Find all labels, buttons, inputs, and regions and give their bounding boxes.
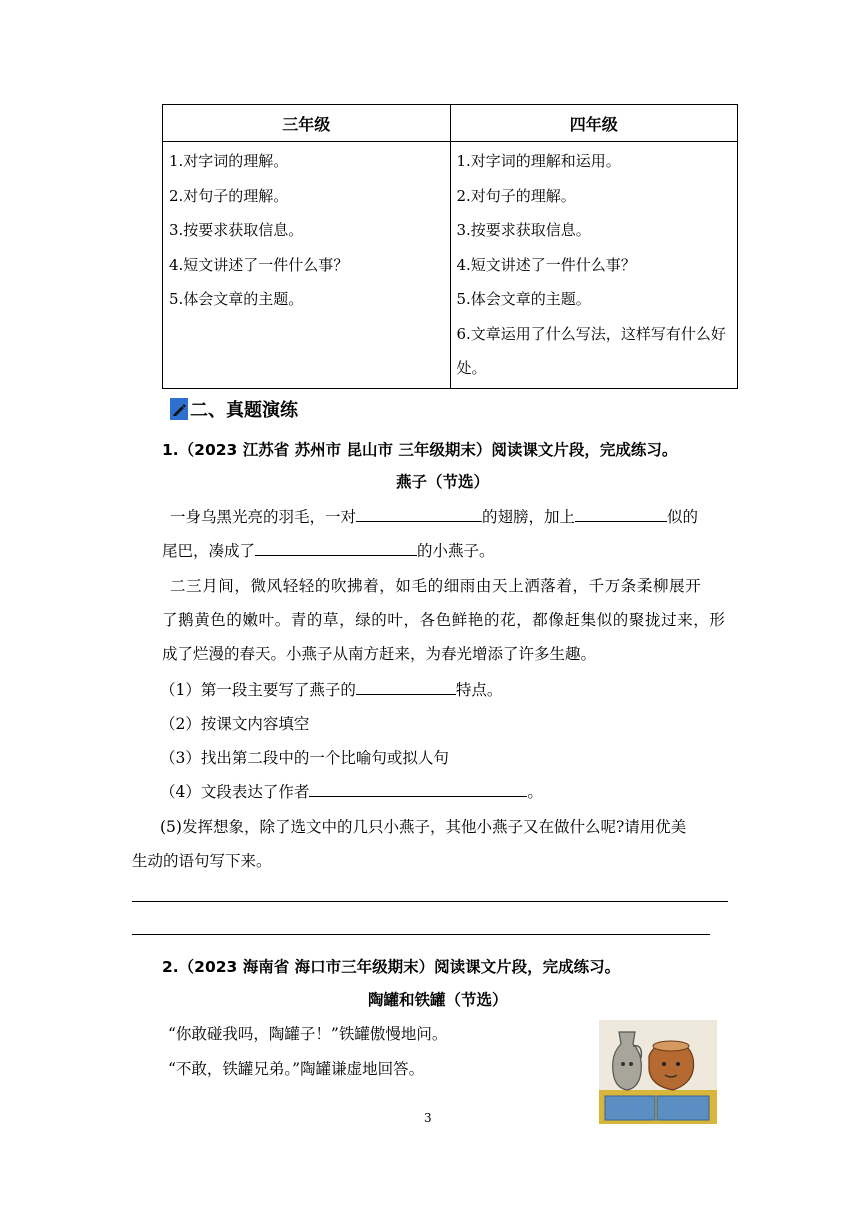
text: （1）第一段主要写了燕子的 bbox=[160, 681, 356, 699]
text: （4）文段表达了作者 bbox=[160, 783, 310, 801]
text: 特点。 bbox=[455, 681, 503, 699]
header-grade3: 三年级 bbox=[163, 105, 451, 142]
pen-icon bbox=[170, 398, 188, 420]
section-title-text: 二、真题演练 bbox=[190, 400, 298, 421]
q1-sub2: （2）按课文内容填空 bbox=[160, 715, 310, 733]
grade4-item: 6.文章运用了什么写法，这样写有什么好处。 bbox=[456, 324, 726, 377]
q2-line2: “不敢，铁罐兄弟。”陶罐谦虚地回答。 bbox=[168, 1060, 425, 1078]
grade3-item: 2.对句子的理解。 bbox=[169, 186, 289, 205]
grade4-item: 4.短文讲述了一件什么事？ bbox=[456, 255, 636, 274]
q1-heading: 1.（2023 江苏省 苏州市 昆山市 三年级期末）阅读课文片段，完成练习。 bbox=[162, 441, 678, 459]
text: 尾巴，凑成了 bbox=[162, 542, 256, 560]
answer-line[interactable] bbox=[132, 934, 710, 935]
fill-blank[interactable] bbox=[356, 678, 456, 695]
grade4-item: 5.体会文章的主题。 bbox=[456, 290, 591, 308]
q1-passage-title: 燕子（节选） bbox=[396, 473, 490, 491]
comparison-table bbox=[162, 104, 738, 389]
fill-blank[interactable] bbox=[255, 539, 417, 556]
text: 的翅膀，加上 bbox=[482, 508, 576, 526]
q1-sub3: （3）找出第二段中的一个比喻句或拟人句 bbox=[160, 749, 449, 767]
q2-heading: 2.（2023 海南省 海口市三年级期末）阅读课文片段，完成练习。 bbox=[162, 958, 621, 976]
grade3-item: 3.按要求获取信息。 bbox=[169, 221, 304, 239]
fill-blank[interactable] bbox=[309, 780, 527, 797]
answer-line[interactable] bbox=[132, 901, 728, 902]
q2-passage-title: 陶罐和铁罐（节选） bbox=[368, 991, 508, 1009]
text: 一身乌黑光亮的羽毛，一对 bbox=[170, 508, 357, 526]
grade3-item: 5.体会文章的主题。 bbox=[169, 290, 304, 308]
page-number: 3 bbox=[424, 1111, 432, 1125]
text: 似的 bbox=[667, 508, 699, 526]
text: 。 bbox=[527, 783, 543, 801]
q1-paragraph2-line2: 了鹅黄色的嫩叶。青的草，绿的叶，各色鲜艳的花，都像赶集似的聚拢过来，形 bbox=[162, 611, 726, 629]
grade3-cell bbox=[163, 142, 451, 389]
q1-paragraph2-line3: 成了烂漫的春天。小燕子从南方赶来，为春光增添了许多生趣。 bbox=[162, 645, 597, 663]
grade4-item: 1.对字词的理解和运用。 bbox=[456, 152, 621, 170]
q1-sub1 bbox=[160, 678, 502, 700]
q1-paragraph1-line1 bbox=[162, 505, 698, 527]
grade4-cell bbox=[450, 142, 738, 389]
header-grade4: 四年级 bbox=[450, 105, 738, 142]
q2-line1: “你敢碰我吗，陶罐子！”铁罐傲慢地问。 bbox=[168, 1025, 448, 1043]
grade3-item: 4.短文讲述了一件什么事？ bbox=[169, 255, 349, 274]
q1-paragraph1-line2 bbox=[162, 539, 495, 561]
q1-sub5-line2: 生动的语句写下来。 bbox=[132, 852, 272, 870]
grade4-item: 2.对句子的理解。 bbox=[456, 186, 576, 205]
grade3-item: 1.对字词的理解。 bbox=[169, 152, 289, 170]
section-title bbox=[170, 396, 298, 422]
grade4-item: 3.按要求获取信息。 bbox=[456, 221, 591, 239]
q1-sub4 bbox=[160, 780, 543, 802]
q1-sub5-line1: (5)发挥想象，除了选文中的几只小燕子，其他小燕子又在做什么呢?请用优美 bbox=[160, 818, 687, 836]
fill-blank[interactable] bbox=[356, 505, 482, 522]
text: 的小燕子。 bbox=[417, 542, 495, 560]
q1-paragraph2-line1: 二三月间，微风轻轻的吹拂着，如毛的细雨由天上洒落着，千万条柔柳展开 bbox=[170, 577, 702, 595]
pots-illustration bbox=[599, 1020, 717, 1124]
fill-blank[interactable] bbox=[575, 505, 667, 522]
